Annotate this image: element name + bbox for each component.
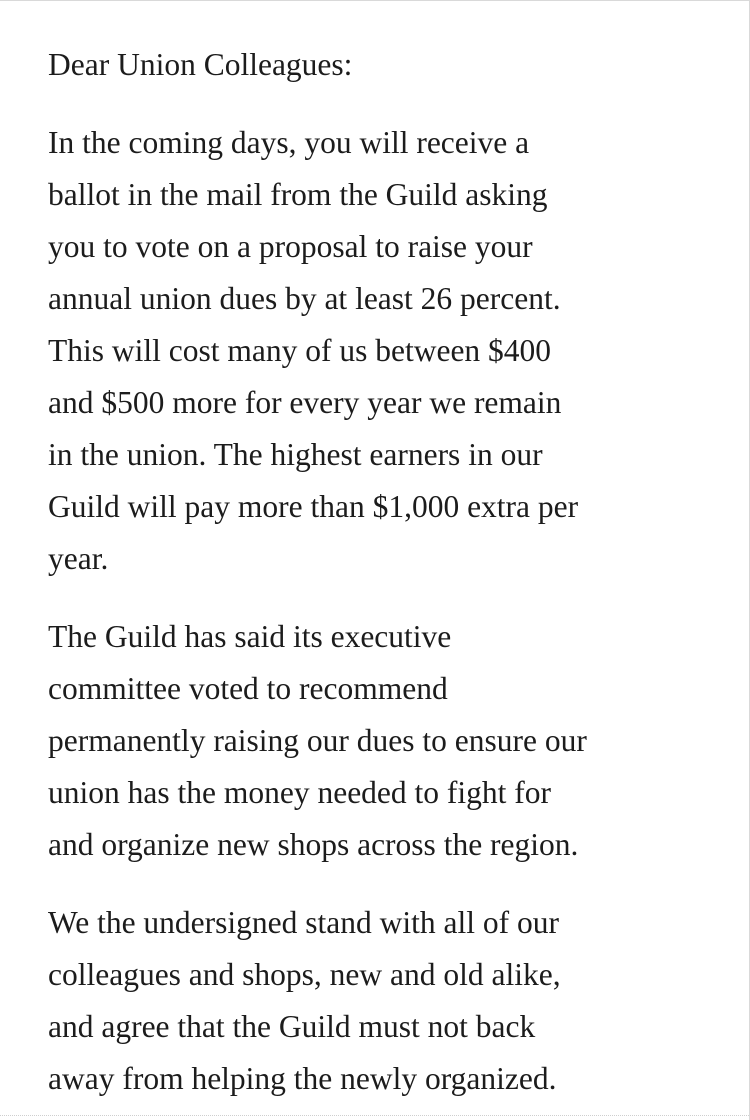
text-line: and agree that the Guild must not back: [48, 1009, 536, 1044]
text-line: in the union. The highest earners in our: [48, 437, 543, 472]
text-line: Guild will pay more than $1,000 extra per: [48, 489, 579, 524]
paragraph-1: [48, 117, 728, 585]
paragraph-3: [48, 897, 728, 1105]
text-line: committee voted to recommend: [48, 671, 448, 706]
letter-body: [48, 39, 728, 1120]
text-line: year.: [48, 541, 109, 576]
paragraph-2: [48, 611, 728, 871]
text-line: We the undersigned stand with all of our: [48, 905, 559, 940]
page-bottom-divider: [0, 1115, 749, 1116]
text-line: and organize new shops across the region.: [48, 827, 579, 862]
text-line: union has the money needed to fight for: [48, 775, 552, 810]
text-line: The Guild has said its executive: [48, 619, 452, 654]
text-line: In the coming days, you will receive a: [48, 125, 530, 160]
text-line: away from helping the newly organized.: [48, 1061, 557, 1096]
text-line: permanently raising our dues to ensure our: [48, 723, 587, 758]
text-line: annual union dues by at least 26 percent.: [48, 281, 561, 316]
text-line: ballot in the mail from the Guild asking: [48, 177, 548, 212]
text-line: you to vote on a proposal to raise your: [48, 229, 533, 264]
text-line: and $500 more for every year we remain: [48, 385, 562, 420]
text-line: colleagues and shops, new and old alike,: [48, 957, 561, 992]
letter-greeting: Dear Union Colleagues:: [48, 47, 353, 82]
text-line: This will cost many of us between $400: [48, 333, 552, 368]
